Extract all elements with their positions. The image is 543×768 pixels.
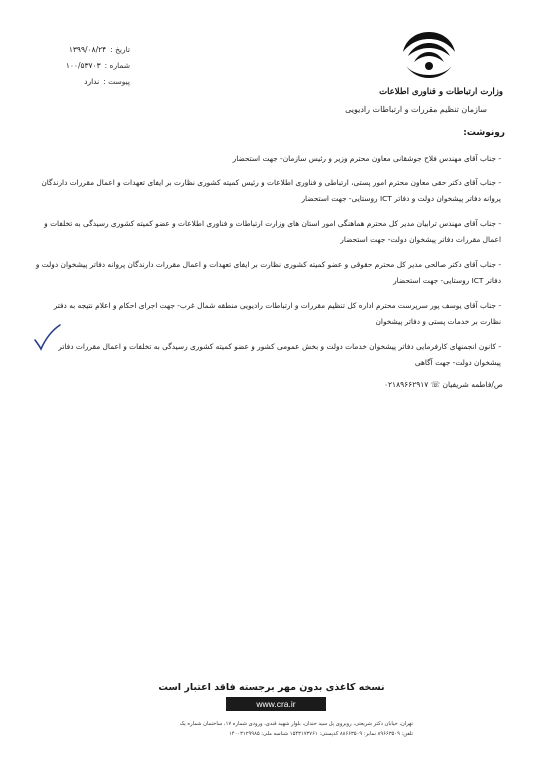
contact-line: ص/فاطمه شریفیان ☏ ۰۲۱۸۹۶۶۲۹۱۷ (384, 380, 503, 389)
cra-logo (398, 28, 460, 84)
date-row (30, 42, 130, 58)
cc-item: - جناب آقای مهندس ترابیان مدیر کل محترم هماهنگی امور استان های وزارت ارتباطات و فناوری اطلاعات و عضو کمیته کشوری رسیدگی به تخلفات و اعمال مقررات دفاتر پیشخوان دولت- جهت استحضار (44, 219, 501, 244)
attachment-value: ندارد (84, 77, 100, 86)
date-value: ۱۳۹۹/۰۸/۲۴ (68, 45, 107, 54)
check-mark-icon (32, 322, 62, 352)
date-label: تاریخ : (110, 45, 130, 54)
cc-item: - کانون انجمنهای کارفرمایی دفاتر پیشخوان خدمات دولت و بخش عمومی کشور و عضو کمیته کشوری رسیدگی به تخلفات و اعمال مقررات دفاتر پیشخوان دولت- جهت آگاهی (58, 342, 501, 367)
address-line: تهران، خیابان دکتر شریعتی، روبروی پل سید خندان، بلوار شهید قندی، ورودی شماره ۱۷، ساختمان شماره یک (179, 721, 413, 727)
number-value: ۱۰۰/۵۳۷۰۳ (65, 61, 101, 70)
validity-notice: نسخه کاغذی بدون مهر برجسته فاقد اعتبار است (158, 682, 385, 693)
organization-name: سازمان تنظیم مقررات و ارتباطات رادیویی (345, 105, 487, 114)
letter-meta (30, 42, 130, 90)
attachment-row (30, 74, 130, 90)
cc-item: - جناب آقای دکتر صالحی مدیر کل محترم حقوقی و عضو کمیته کشوری نظارت بر ایفای تعهدات و اعمال مقررات دارندگان پروانه دفاتر پیشخوان دولت و دفاتر ICT روستایی- جهت استحضار (35, 260, 501, 285)
cc-item: - جناب آقای مهندس فلاح جوشقانی معاون محترم وزیر و رئیس سازمان- جهت استحضار (232, 154, 501, 163)
number-row (30, 58, 130, 74)
website-link[interactable]: www.cra.ir (226, 697, 326, 711)
cc-item: - جناب آقای یوسف پور سرپرست محترم اداره کل تنظیم مقررات و ارتباطات رادیویی منطقه شمال غرب- جهت اجرای احکام و اعلام نتیجه به دفتر نظارت بر خدمات پستی و دفاتر پیشخوان (53, 301, 501, 326)
attachment-label: پیوست : (103, 77, 130, 86)
cc-heading: رونوشت: (463, 128, 505, 138)
cc-item: - جناب آقای دکتر حقی معاون محترم امور پستی، ارتباطی و فناوری اطلاعات و رئیس کمیته کشوری نظارت بر ایفای تعهدات و اعمال مقررات دارندگان پروانه دفاتر پیشخوان دولت و دفاتر ICT روستایی- جهت استحضار (41, 178, 501, 203)
footer-address (130, 719, 413, 739)
number-label: شماره : (104, 61, 130, 70)
contacts-line: تلفن: ۸۹۶۶۳۵۰۹ نمابر: ۸۸۶۶۳۵۰۹ کدپستی: ۱۵۴۳۱۷۳۷۶۱ شناسه ملی: ۱۴۰۰۳۱۲۹۹۸۵ (229, 731, 413, 737)
cc-list (34, 151, 501, 380)
ministry-name: وزارت ارتباطات و فناوری اطلاعات (379, 87, 503, 97)
